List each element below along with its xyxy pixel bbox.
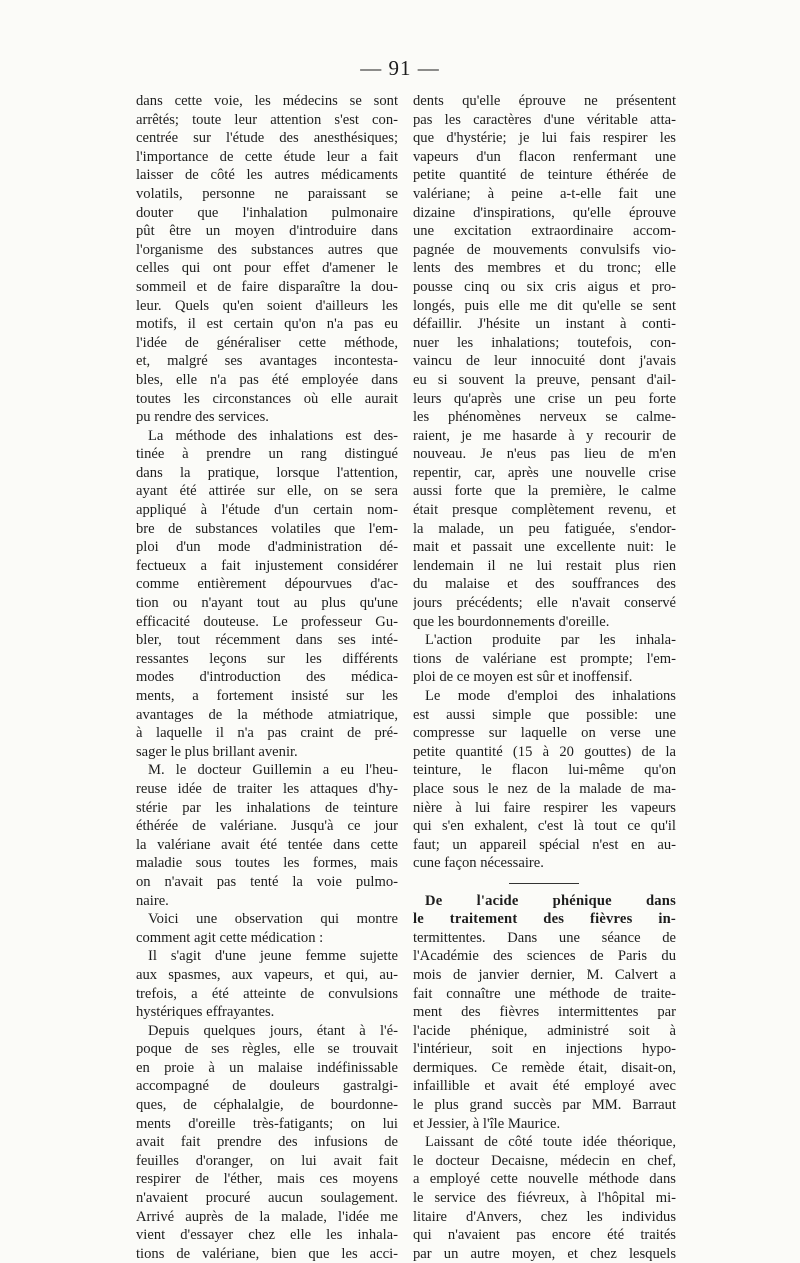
text-line: on n'avait pas tenté la voie pulmo-: [136, 873, 398, 890]
text-line: pût être un moyen d'introduire dans: [136, 223, 398, 240]
text-line: que d'hystérie; je lui fais respirer les: [413, 130, 676, 147]
text-line: était presque complètement revenu, et: [413, 502, 676, 519]
text-line: Voici une observation qui montre: [148, 911, 398, 928]
text-line: dizaine d'inspirations, qu'elle éprouve: [413, 204, 676, 221]
text-line: leur. Quels qu'en soient d'ailleurs les: [136, 297, 398, 314]
text-line: teinture, le flacon lui-même qu'on: [413, 762, 676, 779]
text-line: trefois, a été atteinte de convulsions: [136, 985, 398, 1002]
text-line: vapeurs d'un flacon renfermant une: [413, 148, 676, 165]
text-line: sager le plus brillant avenir.: [136, 743, 298, 760]
text-line: comme entièrement dépourvues d'ac-: [136, 576, 398, 593]
text-line: centrée sur l'étude des anesthésiques;: [136, 130, 398, 147]
text-line: place sous le nez de la malade de ma-: [413, 780, 676, 797]
text-line: petite quantité (15 à 20 gouttes) de la: [413, 743, 676, 760]
text-line: vaincu de leur innocuité dont j'avais: [413, 353, 676, 370]
text-line: dans cette voie, les médecins se sont: [136, 93, 398, 109]
text-line: reuse idée de traiter les attaques d'hy-: [136, 780, 398, 797]
text-line: Depuis quelques jours, étant à l'é-: [148, 1022, 398, 1039]
text-line: compresse sur laquelle on verse une: [413, 725, 676, 742]
text-line: volatils, personne ne paraissant se: [136, 185, 398, 202]
text-line: avait fait prendre des infusions de: [136, 1134, 398, 1151]
section-heading-line: le traitement des fièvres in-: [413, 911, 676, 928]
text-line: motifs, il est certain qu'on n'a pas eu: [136, 316, 398, 333]
text-line: lendemain il ne lui restait plus rien: [413, 557, 676, 574]
text-line: sommeil et de faire disparaître la dou-: [136, 278, 398, 295]
text-line: ploi de ce moyen est sûr et inoffensif.: [413, 669, 633, 686]
text-line: tions de valériane, bien que les acci-: [136, 1245, 398, 1262]
text-line: tion ou n'ayant tout au plus qu'une: [136, 595, 398, 612]
text-line: défaillir. J'hésite un instant à conti-: [413, 316, 676, 333]
text-line: pousse cinq ou six cris aigus et pro-: [413, 278, 676, 295]
text-line: tinée à prendre un rang distingué: [136, 446, 398, 463]
text-line: l'organisme des substances autres que: [136, 241, 398, 258]
text-line: l'importance de cette étude leur a fait: [136, 148, 398, 165]
text-line: L'action produite par les inhala-: [425, 632, 676, 649]
text-line: leurs qu'après une crise un peu forte: [413, 390, 676, 407]
text-line: par un autre moyen, et chez lesquels: [413, 1245, 676, 1262]
text-line: stérie par les inhalations de teinture: [136, 799, 398, 816]
text-line: l'acide phénique, administré soit à: [413, 1022, 676, 1039]
text-line: Laissant de côté toute idée théorique,: [425, 1134, 676, 1151]
text-line: raient, je me hasarde à y recourir de: [413, 427, 676, 444]
text-line: l'intérieur, soit en injections hypo-: [413, 1041, 676, 1058]
text-line: eu si souvent la preuve, pensant d'ail-: [413, 371, 676, 388]
text-line: le docteur Decaisne, médecin en chef,: [413, 1152, 676, 1169]
text-line: une excitation extraordinaire accom-: [413, 223, 676, 240]
text-line: n'avaient procuré aucun soulagement.: [136, 1190, 398, 1207]
text-line: feuilles d'oranger, on lui avait fait: [136, 1152, 398, 1169]
text-line: infaillible et avait été employé avec: [413, 1078, 676, 1095]
page-number: — 91 —: [360, 56, 440, 80]
text-line: termittentes. Dans une séance de: [413, 929, 676, 946]
text-line: respirer de l'éther, mais ces moyens: [136, 1171, 398, 1188]
text-line: douter que l'inhalation pulmonaire: [136, 204, 398, 221]
section-heading-line: De l'acide phénique dans: [425, 892, 676, 909]
text-line: nouveau. Je n'eus pas lieu de m'en: [413, 446, 676, 463]
text-line: ressantes leçons sur les différents: [136, 650, 398, 667]
text-line: et Jessier, à l'île Maurice.: [413, 1115, 561, 1132]
text-line: tions de valériane est prompte; l'em-: [413, 650, 676, 667]
text-line: bles, elle n'a pas été employée dans: [136, 371, 398, 388]
text-line: toutes les circonstances où elle aurait: [136, 390, 398, 407]
text-line: fait connaître une méthode de traite-: [413, 985, 676, 1002]
text-line: nuer les inhalations; toutefois, con-: [413, 334, 676, 351]
text-line: en proie à un malaise indéfinissable: [136, 1059, 398, 1076]
right-column: [413, 92, 676, 1263]
text-line: ayant été attirée sur elle, on se sera: [136, 483, 398, 500]
text-line: bler, tout récemment dans ses inté-: [136, 632, 398, 649]
text-line: le plus grand succès par MM. Barraut: [413, 1097, 676, 1114]
text-line: qui n'avaient pas encore été traités: [413, 1227, 676, 1244]
text-line: naire.: [136, 892, 169, 909]
text-line: fectueux a fait injustement considérer: [136, 557, 398, 574]
text-line: cune façon nécessaire.: [413, 855, 544, 872]
text-line: éthérée de valériane. Jusqu'à ce jour: [136, 818, 398, 835]
text-line: dermiques. Ce remède était, disait-on,: [413, 1059, 676, 1076]
text-line: vient d'essayer chez elle les inhala-: [136, 1227, 398, 1244]
text-line: ments, a fortement insisté sur les: [136, 688, 398, 704]
text-line: ment des fièvres intermittentes par: [413, 1004, 676, 1021]
text-line: dents qu'elle éprouve ne présentent: [413, 93, 676, 109]
text-line: modes d'introduction des médica-: [136, 669, 398, 686]
text-line: appliqué à l'étude d'un certain nom-: [136, 502, 398, 519]
text-line: a employé cette nouvelle méthode dans: [413, 1171, 676, 1188]
text-line: avantages de la méthode atmiatrique,: [136, 706, 398, 723]
text-line: ments d'oreille très-fatigants; on lui: [136, 1115, 398, 1132]
text-line: efficacité douteuse. Le professeur Gu-: [136, 613, 398, 630]
text-line: longés, puis elle me dit qu'elle se sent: [413, 297, 676, 314]
text-line: la malade, un peu fatiguée, s'endor-: [413, 520, 676, 537]
text-line: l'idée de généraliser cette méthode,: [136, 334, 398, 351]
text-line: ploi d'un mode d'administration dé-: [136, 539, 398, 556]
text-line: que les bourdonnements d'oreille.: [413, 613, 610, 630]
text-line: valériane; à peine a-t-elle fait une: [413, 185, 676, 202]
text-line: litaire d'Anvers, chez les individus: [413, 1208, 676, 1225]
text-line: hystériques effrayantes.: [136, 1004, 275, 1021]
text-line: poque de ses règles, elle se trouvait: [136, 1041, 398, 1058]
text-line: les phénomènes nerveux se calme-: [413, 409, 676, 426]
text-line: jours précédents; elle n'avait conservé: [413, 595, 676, 612]
text-line: la valériane avait été tentée dans cette: [136, 836, 398, 853]
text-line: maladie sous toutes les formes, mais: [136, 855, 398, 872]
text-line: nière à lui faire respirer les vapeurs: [413, 799, 676, 816]
text-line: repentir, car, après une nouvelle crise: [413, 464, 676, 481]
text-line: à laquelle il n'a pas craint de pré-: [136, 725, 398, 742]
text-line: mait et passait une excellente nuit: le: [413, 539, 676, 556]
text-line: Il s'agit d'une jeune femme sujette: [148, 948, 398, 965]
text-line: celles qui ont pour effet d'amener le: [136, 260, 398, 277]
text-line: Le mode d'emploi des inhalations: [425, 688, 676, 704]
text-line: arrêtés; toute leur attention s'est con-: [136, 111, 398, 128]
left-column: [136, 92, 398, 1263]
text-line: dans la pratique, lorsque l'attention,: [136, 464, 398, 481]
text-line: du malaise et des souffrances des: [413, 576, 676, 593]
text-line: pagnée de mouvements convulsifs vio-: [413, 241, 676, 258]
text-line: pu rendre des services.: [136, 409, 269, 426]
text-line: laisser de côté les autres médicaments: [136, 167, 398, 184]
text-line: faut; un appareil spécial n'est en au-: [413, 836, 676, 853]
text-line: pas les caractères d'une véritable atta-: [413, 111, 676, 128]
text-line: accompagné de douleurs gastralgi-: [136, 1078, 398, 1095]
text-line: Arrivé auprès de la malade, l'idée me: [136, 1208, 398, 1225]
text-line: qui s'en exhalent, c'est là tout ce qu'il: [413, 818, 676, 835]
text-line: est aussi simple que possible: une: [413, 706, 676, 723]
text-line: M. le docteur Guillemin a eu l'heu-: [148, 762, 398, 779]
text-line: aussi forte que la première, le calme: [413, 483, 676, 500]
text-line: lents des membres et du tronc; elle: [413, 260, 676, 277]
text-line: petite quantité de teinture éthérée de: [413, 167, 676, 184]
text-line: le service des fiévreux, à l'hôpital mi-: [413, 1190, 676, 1207]
text-line: mois de janvier dernier, M. Calvert a: [413, 966, 676, 983]
text-line: et, malgré ses avantages incontesta-: [136, 353, 398, 370]
text-line: comment agit cette médication :: [136, 929, 324, 946]
text-line: aux spasmes, aux vapeurs, et qui, au-: [136, 966, 398, 983]
text-line: l'Académie des sciences de Paris du: [413, 948, 676, 965]
text-line: bre de substances volatiles que l'em-: [136, 520, 398, 537]
section-divider: [413, 873, 676, 892]
text-line: ques, de céphalalgie, de bourdonne-: [136, 1097, 398, 1114]
text-line: La méthode des inhalations est des-: [148, 427, 398, 444]
